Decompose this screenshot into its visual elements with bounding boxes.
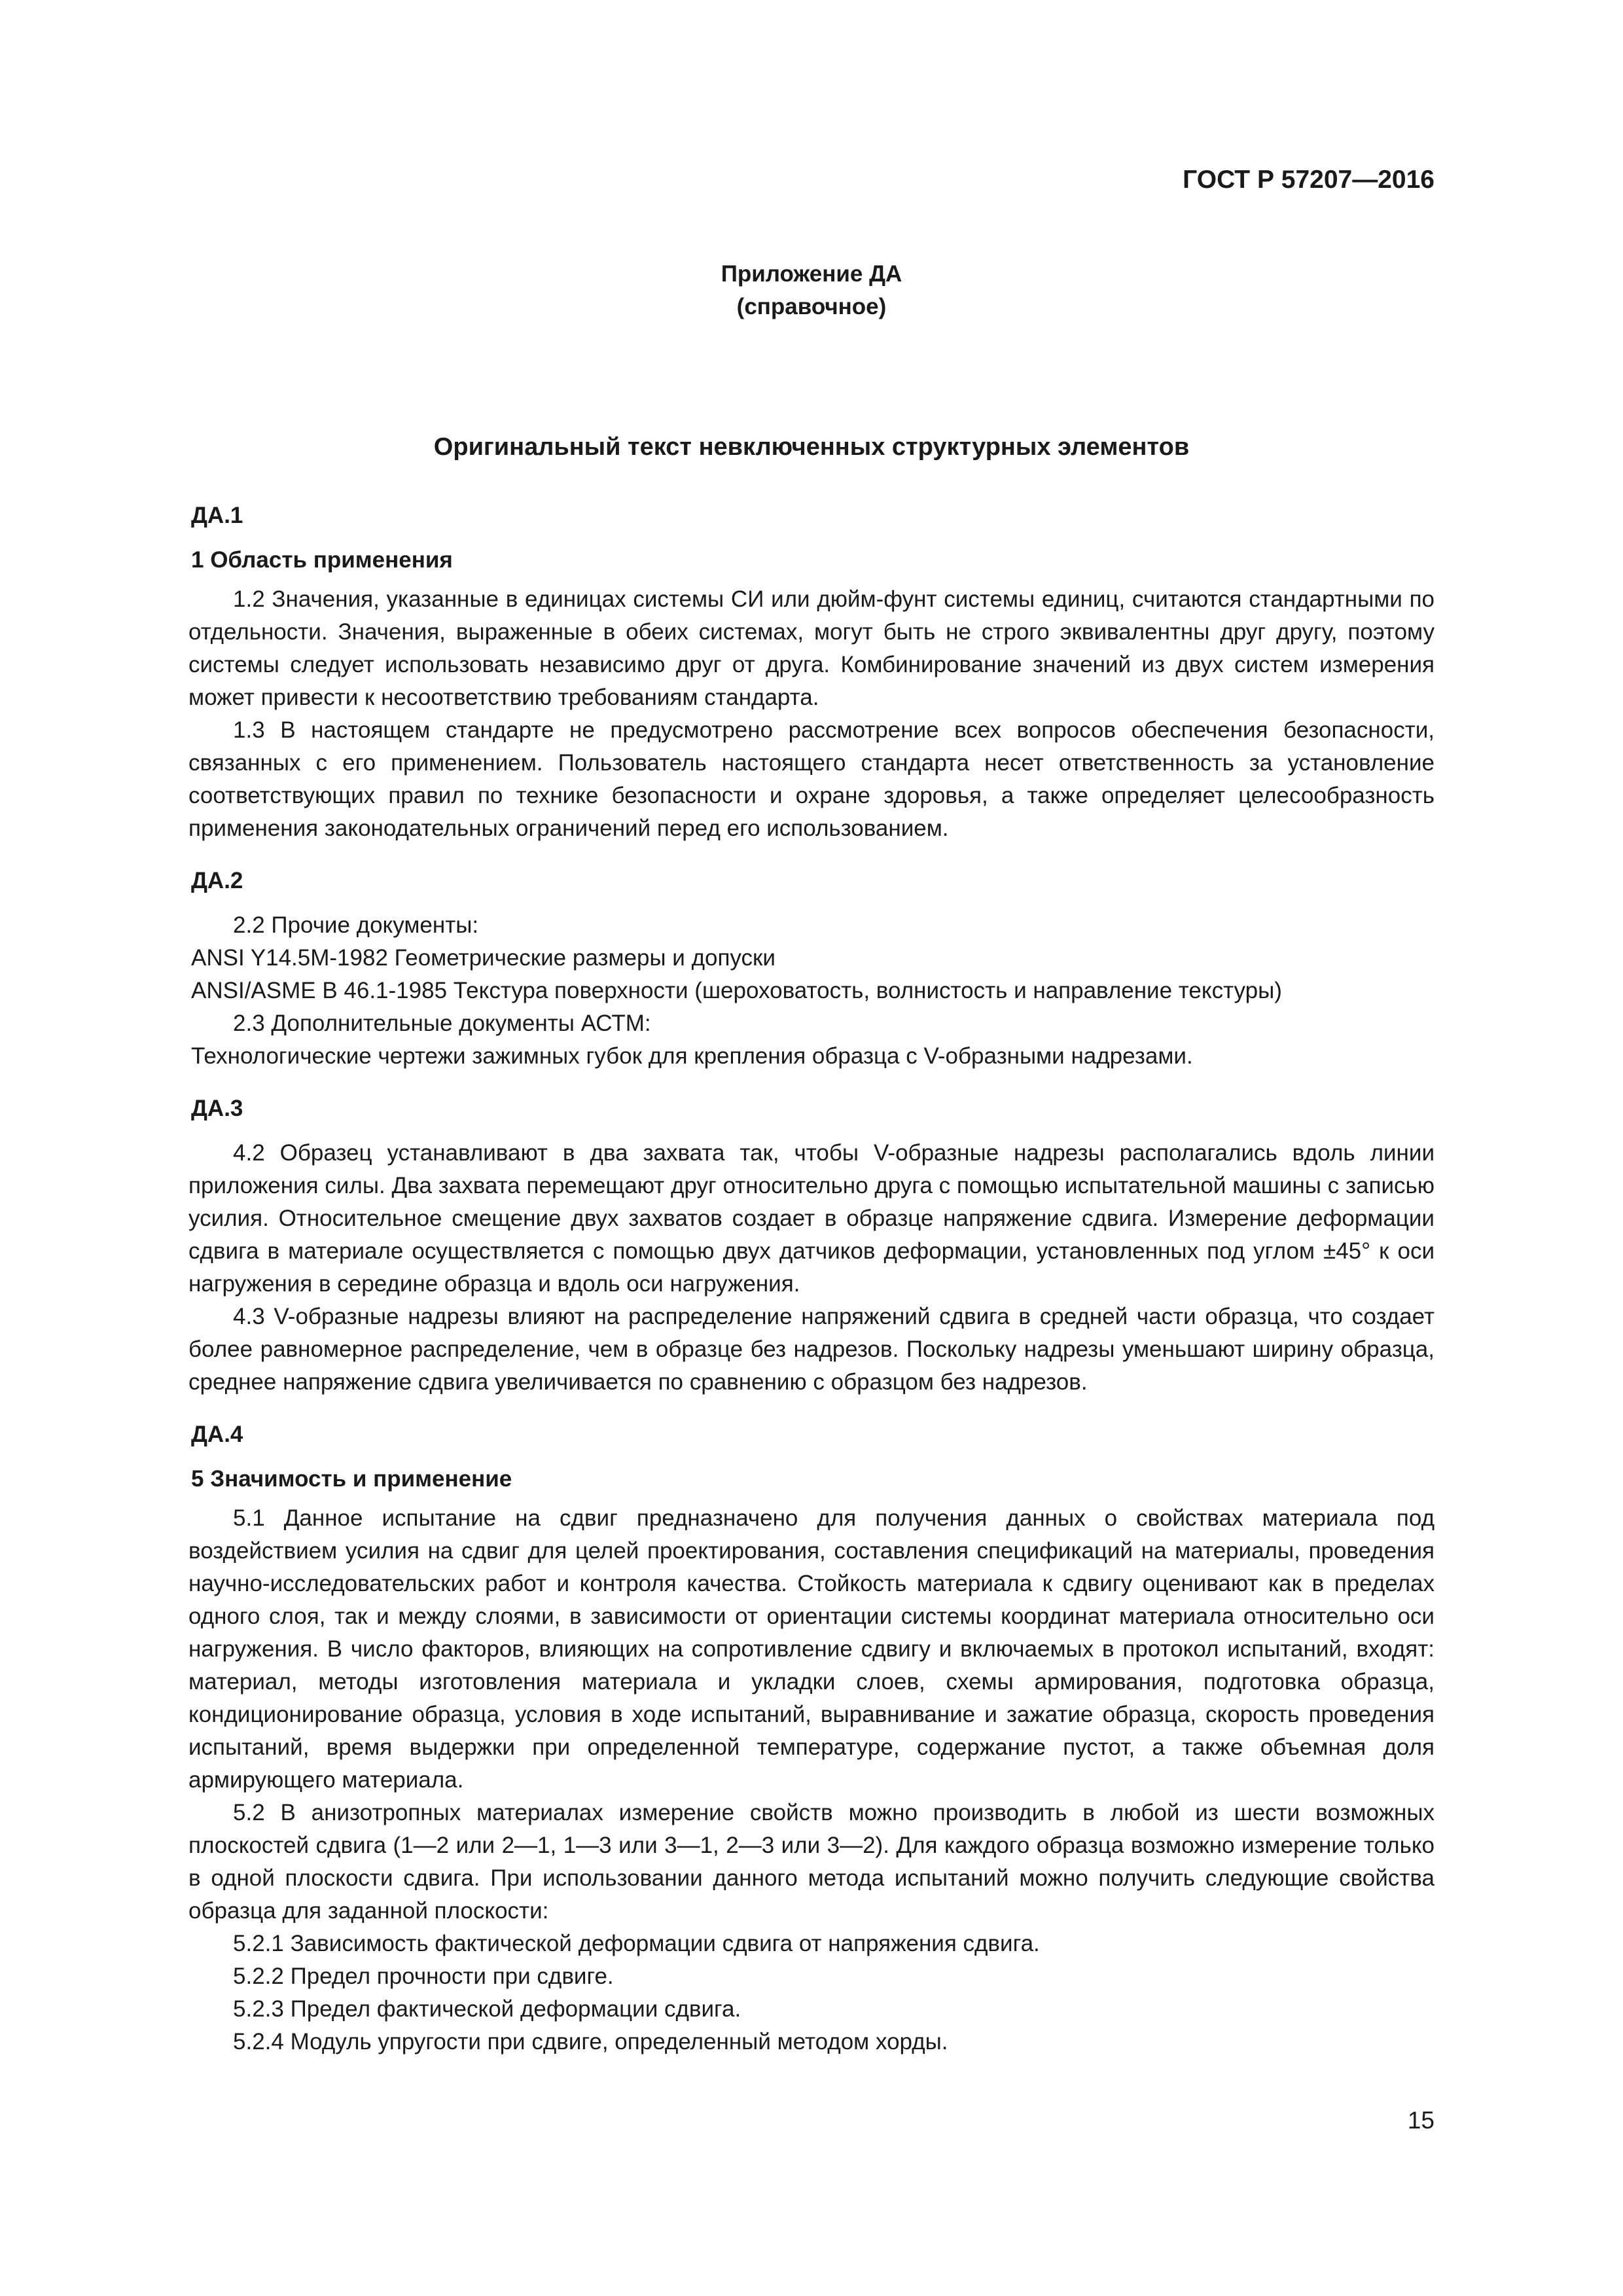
list-item: 5.2.2 Предел прочности при сдвиге. [233,1964,614,1989]
block-da1 [188,499,1435,845]
block-da4 [188,1418,1435,2058]
list-item: 5.2.1 Зависимость фактической деформации сдвига от напряжения сдвига. [233,1931,1040,1956]
paragraph: 1.2 Значения, указанные в единицах системы СИ или дюйм-фунт системы единиц, считаются стандартными по отдельности. Значения, выраженные в обеих системах, могут быть не строго эквивалентны друг другу, поэтому системы следует использовать независимо друг от друга. Комбинирование значений из двух систем измерения может привести к несоответствию требованиям стандарта. [188,586,1435,710]
list-item: 5.2.4 Модуль упругости при сдвиге, определенный методом хорды. [233,2029,948,2054]
reference-line: ANSI Y14.5M-1982 Геометрические размеры и допуски [191,945,776,971]
appendix-title: Приложение ДА [721,261,902,287]
appendix-subtitle: (справочное) [736,294,887,319]
block-da3 [188,1092,1435,1399]
block-da2 [188,865,1435,1073]
section-heading: 1 Область применения [191,547,453,573]
list-item: 5.2.3 Предел фактической деформации сдвига. [233,1996,741,2022]
block-label: ДА.2 [191,868,243,893]
main-title: Оригинальный текст невключенных структурных элементов [433,433,1190,461]
paragraph: 5.1 Данное испытание на сдвиг предназначено для получения данных о свойствах материала под воздействием усилия на сдвиг для целей проектирования, составления спецификаций на материалы, проведения научно-исследовательских работ и контроля качества. Стойкость материала к сдвигу оценивают как в пределах одного слоя, так и между слоями, в зависимости от ориентации системы координат материала относительно оси нагружения. В число факторов, влияющих на сопротивление сдвигу и включаемых в протокол испытаний, входят: материал, методы изготовления материала и укладки слоев, схемы армирования, подготовка образца, кондиционирование образца, условия в ходе испытаний, выравнивание и зажатие образца, скорость проведения испытаний, время выдержки при определенной температуре, содержание пустот, а также объемная доля армирующего материала. [188,1505,1435,1793]
document-code: ГОСТ Р 57207—2016 [1183,166,1435,194]
block-label: ДА.3 [191,1096,243,1121]
reference-line: Технологические чертежи зажимных губок для крепления образца с V-образными надрезами. [191,1043,1193,1069]
page-number: 15 [1407,2107,1435,2134]
paragraph: 4.2 Образец устанавливают в два захвата так, чтобы V-образные надрезы располагались вдоль линии приложения силы. Два захвата перемещают друг относительно друга с помощью испытательной машины с записью усилия. Относительное смещение двух захватов создает в образце напряжение сдвига. Измерение деформации сдвига в материале осуществляется с помощью двух датчиков деформации, установленных под углом ±45° к оси нагружения в середине образца и вдоль оси нагружения. [188,1140,1435,1297]
list-line: 2.3 Дополнительные документы АСТМ: [233,1011,651,1036]
appendix-header [188,258,1435,323]
block-label: ДА.4 [191,1422,243,1447]
list-line: 2.2 Прочие документы: [233,912,479,938]
reference-line: ANSI/ASME B 46.1-1985 Текстура поверхности (шероховатость, волнистость и направление текстуры) [191,978,1282,1003]
section-heading: 5 Значимость и применение [191,1466,512,1492]
paragraph: 5.2 В анизотропных материалах измерение свойств можно производить в любой из шести возможных плоскостей сдвига (1—2 или 2—1, 1—3 или 3—1, 2—3 или 3—2). Для каждого образца возможно измерение только в одной плоскости сдвига. При использовании данного метода испытаний можно получить следующие свойства образца для заданной плоскости: [188,1800,1435,1924]
paragraph: 4.3 V-образные надрезы влияют на распределение напряжений сдвига в средней части образца, что создает более равномерное распределение, чем в образце без надрезов. Поскольку надрезы уменьшают ширину образца, среднее напряжение сдвига увеличивается по сравнению с образцом без надрезов. [188,1304,1435,1395]
block-label: ДА.1 [191,503,243,528]
paragraph: 1.3 В настоящем стандарте не предусмотрено рассмотрение всех вопросов обеспечения безопасности, связанных с его применением. Пользователь настоящего стандарта несет ответственность за установление соответствующих правил по технике безопасности и охране здоровья, а также определяет целесообразность применения законодательных ограничений перед его использованием. [188,717,1435,841]
